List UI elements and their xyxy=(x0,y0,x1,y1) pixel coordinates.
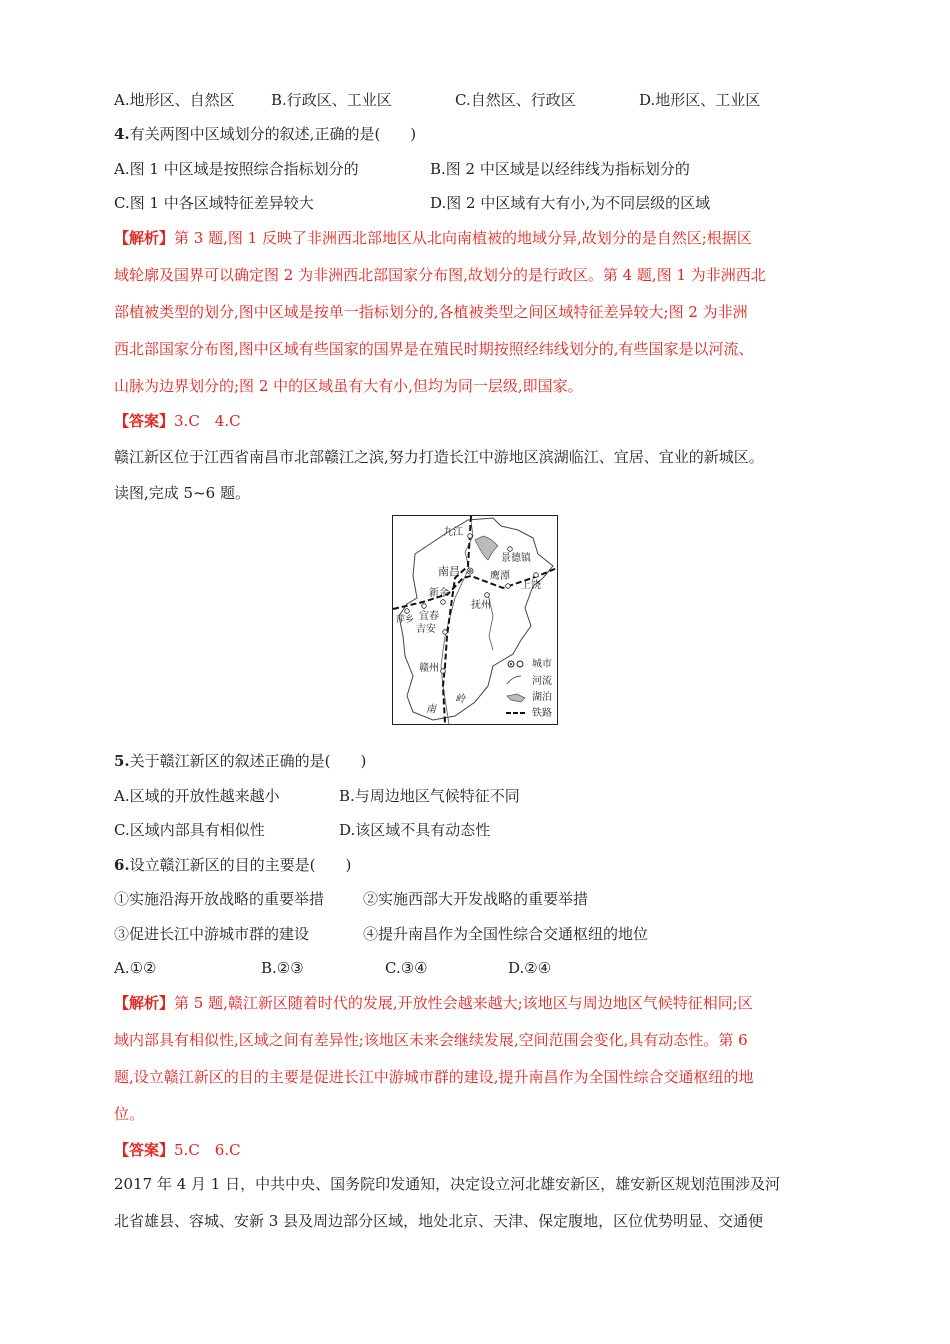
q5-option-c: C.区域内部具有相似性 xyxy=(114,821,265,839)
q3-option-c: C.自然区、行政区 xyxy=(455,91,576,109)
q5-option-d: D.该区域不具有动态性 xyxy=(339,821,491,839)
legend-label: 河流 xyxy=(532,676,552,687)
q6-option-a: A.①② xyxy=(114,959,157,977)
city-label: 新余 xyxy=(429,588,449,599)
answer-label: 【答案】 xyxy=(114,412,175,430)
city-label: 景德镇 xyxy=(501,553,531,564)
city-label: 萍乡 xyxy=(396,615,415,625)
q6-option-d: D.②④ xyxy=(508,959,552,977)
city-label: 宜春 xyxy=(419,611,439,622)
intro-text: 赣江新区位于江西省南昌市北部赣江之滨,努力打造长江中游地区滨湖临江、宜居、宜业的新城区。 xyxy=(114,448,764,466)
question-number: 5. xyxy=(114,752,130,770)
analysis-line: 部植被类型的划分,图中区域是按单一指标划分的,各植被类型之间区域特征差异较大;图 2 为非洲 xyxy=(114,303,748,321)
city-label: 鹰潭 xyxy=(490,571,510,582)
poyang-lake xyxy=(475,536,498,560)
mountain-label: 南 xyxy=(426,704,436,715)
q6-item-2: ②实施西部大开发战略的重要举措 xyxy=(363,890,589,908)
q3-option-d: D.地形区、工业区 xyxy=(639,91,761,109)
jiangxi-map xyxy=(392,515,558,725)
answer-text: 5.C 6.C xyxy=(174,1141,241,1159)
answer-label: 【答案】 xyxy=(114,1141,175,1159)
map-legend-symbols xyxy=(506,661,527,713)
analysis-line xyxy=(114,993,753,1013)
q4-option-c: C.图 1 中各区域特征差异较大 xyxy=(114,194,314,212)
analysis-text: 第 5 题,赣江新区随着时代的发展,开放性会越来越大;该地区与周边地区气候特征相同;区 xyxy=(174,994,753,1012)
city-label: 抚州 xyxy=(471,600,491,611)
analysis-line: 域内部具有相似性,区域之间有差异性;该地区未来会继续发展,空间范围会变化,具有动态性。第 6 xyxy=(114,1031,748,1049)
city-label: 上饶 xyxy=(521,580,541,591)
analysis-line: 域轮廓及国界可以确定图 2 为非洲西北部国家分布图,故划分的是行政区。第 4 题,图 1 为非洲西北 xyxy=(114,266,766,284)
question-6 xyxy=(114,855,351,875)
analysis-line: 西北部国家分布图,图中区域有些国家的国界是在殖民时期按照经纬线划分的,有些国家是以河流、 xyxy=(114,340,754,358)
mountain-label: 岭 xyxy=(455,694,465,705)
city-label: 吉安 xyxy=(416,624,436,635)
answer-line xyxy=(114,411,241,431)
railway-north-south xyxy=(443,516,471,724)
analysis-line: 位。 xyxy=(114,1105,145,1123)
passage-line: 北省雄县、容城、安新 3 县及周边部分区域，地处北京、天津、保定腹地，区位优势明显、交通便 xyxy=(114,1212,764,1230)
q3-option-a: A.地形区、自然区 xyxy=(114,91,235,109)
q4-option-d: D.图 2 中区域有大有小,为不同层级的区域 xyxy=(430,194,711,212)
analysis-line: 题,设立赣江新区的目的主要是促进长江中游城市群的建设,提升南昌作为全国性综合交通枢纽的地 xyxy=(114,1068,754,1086)
analysis-label: 【解析】 xyxy=(114,229,175,247)
question-number: 6. xyxy=(114,856,130,874)
question-5 xyxy=(114,751,366,771)
question-stem: 有关两图中区域划分的叙述,正确的是( ) xyxy=(129,125,417,143)
answer-line xyxy=(114,1140,241,1160)
q5-option-a: A.区域的开放性越来越小 xyxy=(114,787,280,805)
q5-option-b: B.与周边地区气候特征不同 xyxy=(339,787,520,805)
answer-text: 3.C 4.C xyxy=(174,412,241,430)
analysis-label: 【解析】 xyxy=(114,994,175,1012)
q3-option-b: B.行政区、工业区 xyxy=(271,91,392,109)
city-label: 南昌 xyxy=(438,565,460,578)
passage-line: 2017 年 4 月 1 日，中共中央、国务院印发通知，决定设立河北雄安新区，雄安新区规划范围涉及河 xyxy=(114,1175,781,1193)
q6-item-4: ④提升南昌作为全国性综合交通枢纽的地位 xyxy=(363,925,649,943)
q6-item-3: ③促进长江中游城市群的建设 xyxy=(114,925,310,943)
q4-option-a: A.图 1 中区域是按照综合指标划分的 xyxy=(114,160,359,178)
city-label: 九江 xyxy=(443,527,463,538)
q4-option-b: B.图 2 中区域是以经纬线为指标划分的 xyxy=(430,160,690,178)
q6-option-b: B.②③ xyxy=(261,959,304,977)
legend-label: 湖泊 xyxy=(532,692,552,703)
question-4 xyxy=(114,124,416,144)
question-number: 4. xyxy=(114,125,130,143)
q6-item-1: ①实施沿海开放战略的重要举措 xyxy=(114,890,325,908)
legend-label: 铁路 xyxy=(532,708,552,719)
q6-option-c: C.③④ xyxy=(385,959,428,977)
intro-text: 读图,完成 5~6 题。 xyxy=(114,484,250,502)
question-stem: 设立赣江新区的目的主要是( ) xyxy=(129,856,352,874)
question-stem: 关于赣江新区的叙述正确的是( ) xyxy=(129,752,367,770)
city-label: 赣州 xyxy=(419,663,439,674)
legend-label: 城市 xyxy=(532,659,552,670)
analysis-line: 山脉为边界划分的;图 2 中的区域虽有大有小,但均为同一层级,即国家。 xyxy=(114,377,583,395)
analysis-text: 第 3 题,图 1 反映了非洲西北部地区从北向南植被的地域分异,故划分的是自然区;根据区 xyxy=(174,229,752,247)
analysis-line xyxy=(114,228,752,248)
